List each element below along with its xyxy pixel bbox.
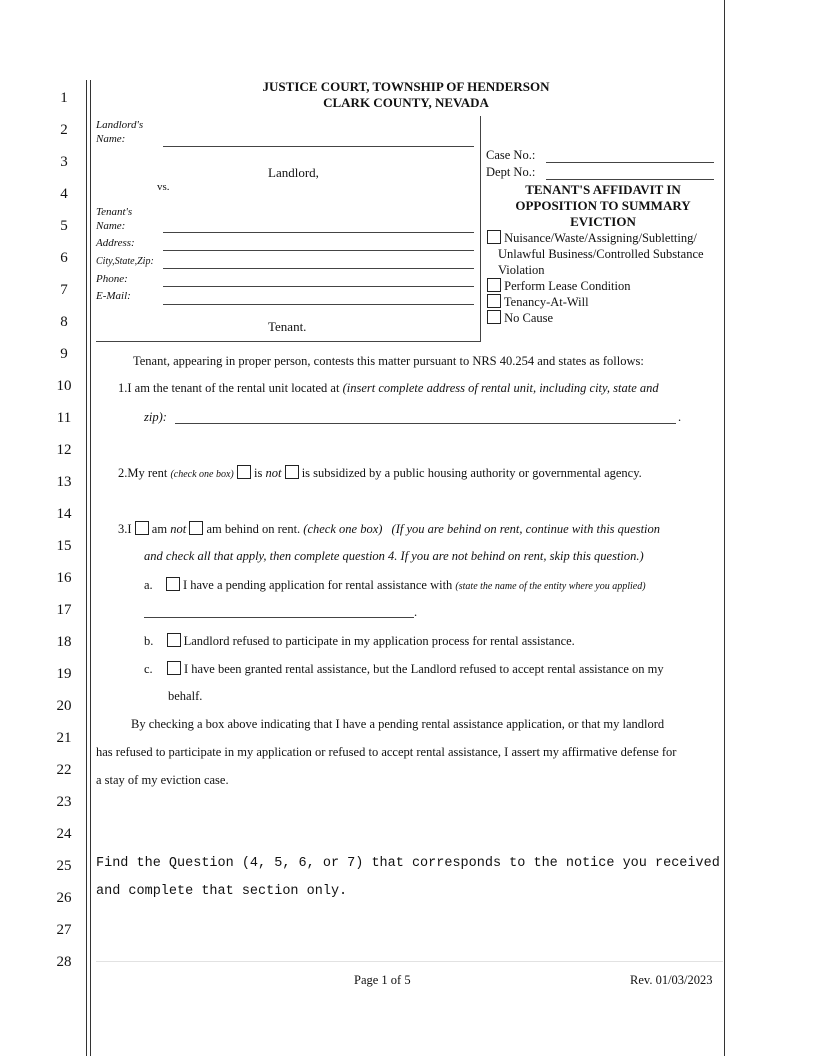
- phone-label: Phone:: [96, 273, 128, 285]
- eviction-type-option: Tenancy-At-Will: [487, 294, 589, 310]
- document-title: TENANT'S AFFIDAVIT IN OPPOSITION TO SUMMARY EVICTION: [515, 182, 691, 229]
- city-state-zip-label: City,State,Zip:: [96, 256, 154, 267]
- line-number: 1: [60, 90, 68, 106]
- find-question-line-2: and complete that section only.: [96, 884, 348, 899]
- footer-rule: [96, 961, 723, 962]
- line-number: 7: [60, 282, 68, 298]
- caption-box-bottom-border: [96, 341, 481, 342]
- line-number: 20: [56, 698, 72, 714]
- option-a: a. I have a pending application for rental assistance with (state the name of the entity where you applied): [144, 578, 646, 592]
- court-header: [96, 79, 716, 111]
- line-number: 3: [60, 154, 68, 170]
- rental-address-field[interactable]: [175, 423, 676, 424]
- landlord-refused-participate-checkbox[interactable]: [167, 633, 181, 647]
- address-label: Address:: [96, 237, 135, 249]
- find-question-line-1: Find the Question (4, 5, 6, or 7) that corresponds to the notice you received: [96, 856, 720, 871]
- line-number: 25: [56, 858, 72, 874]
- left-margin-rule-2: [90, 80, 91, 1056]
- line-number: 28: [56, 954, 72, 970]
- perform-lease-condition-checkbox[interactable]: [487, 278, 501, 292]
- question-3: 3.I am not am behind on rent. (check one box) (If you are behind on rent, continue with this question: [118, 522, 661, 536]
- court-name: JUSTICE COURT, TOWNSHIP OF HENDERSON: [262, 79, 550, 94]
- question-1: 1.I am the tenant of the rental unit located at (insert complete address of rental unit, including city, state and: [118, 381, 659, 395]
- affirmative-defense-line-2: has refused to participate in my application or refused to accept rental assistance, I assert my affirmative defense for: [96, 745, 677, 759]
- not-behind-on-rent-checkbox[interactable]: [189, 521, 203, 535]
- line-number: 16: [56, 570, 72, 586]
- line-number: 5: [60, 218, 68, 234]
- affirmative-defense-line-3: a stay of my eviction case.: [96, 773, 229, 787]
- tenant-name-label: Tenant's Name:: [96, 206, 133, 232]
- caption-box-right-border: [480, 116, 481, 342]
- landlord-name-field[interactable]: [163, 146, 474, 147]
- intro-paragraph: Tenant, appearing in proper person, contests this matter pursuant to NRS 40.254 and states as follows:: [133, 354, 644, 368]
- option-c-continued: behalf.: [168, 689, 203, 703]
- eviction-type-option: Nuisance/Waste/Assigning/Subletting/ Unlawful Business/Controlled Substance Violation: [487, 230, 723, 278]
- line-number: 12: [56, 442, 72, 458]
- nuisance-checkbox[interactable]: [487, 230, 501, 244]
- city-state-zip-field[interactable]: [163, 268, 474, 269]
- no-cause-checkbox[interactable]: [487, 310, 501, 324]
- line-number: 9: [60, 346, 68, 362]
- line-number: 11: [56, 410, 72, 426]
- dept-no-label: Dept No.:: [486, 165, 536, 179]
- line-number: 24: [56, 826, 72, 842]
- pending-application-checkbox[interactable]: [166, 577, 180, 591]
- line-number: 14: [56, 506, 72, 522]
- line-number: 27: [56, 922, 72, 938]
- page-number: Page 1 of 5: [354, 973, 411, 987]
- line-number: 26: [56, 890, 72, 906]
- line-number: 23: [56, 794, 72, 810]
- line-number: 10: [56, 378, 72, 394]
- court-county: CLARK COUNTY, NEVADA: [323, 95, 489, 110]
- eviction-type-option: No Cause: [487, 310, 553, 326]
- rent-is-subsidized-checkbox[interactable]: [237, 465, 251, 479]
- address-field[interactable]: [163, 250, 474, 251]
- tenant-role: Tenant.: [268, 319, 307, 334]
- line-number: 21: [56, 730, 72, 746]
- case-no-field[interactable]: [546, 162, 714, 163]
- option-b: b. Landlord refused to participate in my application process for rental assistance.: [144, 634, 575, 648]
- tenancy-at-will-checkbox[interactable]: [487, 294, 501, 308]
- line-number: 13: [56, 474, 72, 490]
- line-number: 2: [60, 122, 68, 138]
- granted-assistance-refused-checkbox[interactable]: [167, 661, 181, 675]
- question-1-end: .: [678, 410, 682, 424]
- line-number: 22: [56, 762, 72, 778]
- versus-label: vs.: [157, 181, 170, 193]
- question-2: 2.My rent (check one box) is not is subsidized by a public housing authority or governmental agency.: [118, 466, 642, 480]
- option-c: c. I have been granted rental assistance, but the Landlord refused to accept rental assistance on my: [144, 662, 664, 676]
- left-margin-rule-1: [86, 80, 87, 1056]
- dept-no-field[interactable]: [546, 179, 714, 180]
- line-number: 17: [56, 602, 72, 618]
- line-number: 8: [60, 314, 68, 330]
- tenant-name-field[interactable]: [163, 232, 474, 233]
- question-3-instructions: and check all that apply, then complete question 4. If you are not behind on rent, skip this question.): [144, 549, 644, 563]
- email-label: E-Mail:: [96, 290, 131, 302]
- line-number: 6: [60, 250, 68, 266]
- landlord-role: Landlord,: [268, 165, 319, 180]
- email-field[interactable]: [163, 304, 474, 305]
- option-a-end: .: [414, 605, 418, 619]
- line-number: 19: [56, 666, 72, 682]
- assistance-entity-field[interactable]: [144, 617, 414, 618]
- phone-field[interactable]: [163, 286, 474, 287]
- line-number: 4: [60, 186, 68, 202]
- behind-on-rent-checkbox[interactable]: [135, 521, 149, 535]
- question-1-zip-hint: zip):: [144, 410, 167, 424]
- eviction-type-option: Perform Lease Condition: [487, 278, 631, 294]
- right-margin-rule: [724, 0, 725, 1056]
- line-number: 18: [56, 634, 72, 650]
- rent-not-subsidized-checkbox[interactable]: [285, 465, 299, 479]
- line-number: 15: [56, 538, 72, 554]
- revision-date: Rev. 01/03/2023: [630, 973, 713, 987]
- case-no-label: Case No.:: [486, 148, 536, 162]
- affirmative-defense-line-1: By checking a box above indicating that I have a pending rental assistance application, or that my landlord: [131, 717, 665, 731]
- landlord-name-label: Landlord's Name:: [96, 119, 144, 145]
